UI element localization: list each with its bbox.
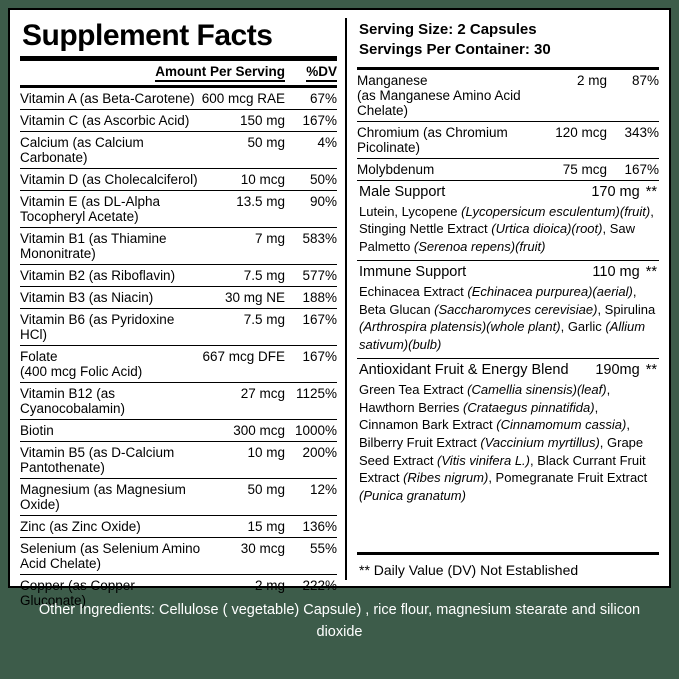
nutrient-name: Vitamin C (as Ascorbic Acid) <box>20 109 202 131</box>
nutrient-name: Vitamin B12 (as Cyanocobalamin) <box>20 382 202 419</box>
blend-block <box>357 359 659 509</box>
nutrient-name: Chromium (as Chromium Picolinate) <box>357 121 555 158</box>
table-row <box>20 515 337 537</box>
nutrient-name: Magnesium (as Magnesium Oxide) <box>20 478 202 515</box>
right-rows-table <box>357 70 659 180</box>
header-amount-per-serving: Amount Per Serving <box>20 61 285 85</box>
nutrient-amount: 30 mg NE <box>202 286 285 308</box>
nutrient-amount: 7.5 mg <box>202 264 285 286</box>
nutrient-dv: 167% <box>285 345 337 382</box>
nutrient-name: Copper (as Copper Gluconate) <box>20 577 135 608</box>
table-row <box>20 131 337 168</box>
nutrient-amount: 120 mcg <box>555 121 607 158</box>
table-row <box>357 121 659 158</box>
nutrient-name: Selenium (as Selenium Amino Acid Chelate) <box>20 537 202 574</box>
nutrient-amount: 600 mcg RAE <box>202 88 285 110</box>
nutrient-name: Vitamin E (as DL-Alpha Tocopheryl Acetate) <box>20 190 202 227</box>
nutrient-amount: 50 mg <box>202 131 285 168</box>
table-row <box>20 88 337 110</box>
blend-header <box>357 359 659 380</box>
blend-name: Immune Support <box>359 264 467 281</box>
nutrient-dv: 167% <box>285 109 337 131</box>
nutrient-amount: 2 mg <box>555 70 607 122</box>
nutrient-name: Vitamin A (as Beta-Carotene) <box>20 88 202 110</box>
nutrient-subline: (400 mcg Folic Acid) <box>20 363 143 379</box>
right-column-spacer <box>357 509 659 552</box>
supplement-facts-panel <box>8 8 671 608</box>
blend-name: Male Support <box>359 183 446 200</box>
table-row <box>20 264 337 286</box>
blend-amount: 190mg <box>595 362 640 379</box>
blend-ingredients: Echinacea Extract (Echinacea purpurea)(aerial), Beta Glucan (Saccharomyces cerevisiae), Spirulina (Arthrospira platensis)(whole plant), Garlic (Allium sativum)(bulb) <box>359 284 656 352</box>
left-nutrient-table <box>20 61 337 85</box>
nutrient-dv: 583% <box>285 227 337 264</box>
nutrient-dv: 136% <box>285 515 337 537</box>
nutrient-dv: 90% <box>285 190 337 227</box>
nutrient-name: Vitamin B2 (as Riboflavin) <box>20 264 202 286</box>
nutrient-dv: 188% <box>285 286 337 308</box>
nutrient-amount: 10 mcg <box>202 168 285 190</box>
nutrient-amount: 75 mcg <box>562 161 607 177</box>
nutrient-name: Manganese (as Manganese Amino Acid Chelate) <box>357 70 555 122</box>
table-row <box>20 382 337 419</box>
right-column <box>347 18 659 580</box>
nutrient-dv: 50% <box>285 168 337 190</box>
proprietary-blends <box>357 181 659 510</box>
blend-dv: ** <box>645 264 657 281</box>
nutrient-dv: 87% <box>607 70 659 122</box>
nutrient-dv: 343% <box>607 121 659 158</box>
table-row <box>20 419 337 441</box>
nutrient-amount: 150 mg <box>202 109 285 131</box>
serving-info <box>359 20 659 61</box>
panel-columns <box>20 18 659 608</box>
table-row <box>20 168 337 190</box>
nutrient-dv: 167% <box>624 161 659 177</box>
blend-header <box>357 181 659 202</box>
servings-per-container: Servings Per Container: 30 <box>359 41 551 59</box>
nutrient-name: Molybdenum <box>357 161 435 177</box>
nutrient-dv: 1000% <box>285 419 337 441</box>
blend-amount: 170 mg <box>591 183 640 200</box>
table-header-row <box>20 61 337 85</box>
nutrient-name: Vitamin D (as Cholecalciferol) <box>20 168 202 190</box>
left-rows-table <box>20 88 337 611</box>
nutrient-dv: 4% <box>285 131 337 168</box>
blend-amount: 110 mg <box>592 264 640 281</box>
table-row <box>20 109 337 131</box>
blend-values <box>592 264 657 280</box>
nutrient-name: Biotin <box>20 419 202 441</box>
nutrient-subline: (as Manganese Amino Acid Chelate) <box>357 87 521 118</box>
table-row <box>20 227 337 264</box>
other-ingredients: Other Ingredients: Cellulose ( vegetable) Capsule) , rice flour, magnesium stearate and silicon dioxide <box>38 602 641 640</box>
nutrient-name: Vitamin B1 (as Thiamine Mononitrate) <box>20 227 202 264</box>
nutrient-dv: 12% <box>285 478 337 515</box>
blend-ingredients: Green Tea Extract (Camellia sinensis)(leaf), Hawthorn Berries (Crataegus pinnatifida), Cinnamon Bark Extract (Cinnamomum cassia), Bilberry Fruit Extract (Vaccinium myrtillus), Grape Seed Extract (Vitis vinifera L.), Black Currant Fruit Extract (Ribes nigrum), Pomegranate Fruit Extract (Punica granatum) <box>359 382 648 503</box>
nutrient-name: Vitamin B3 (as Niacin) <box>20 286 202 308</box>
nutrient-amount: 15 mg <box>202 515 285 537</box>
blend-block <box>357 261 659 358</box>
nutrient-name: Folate (400 mcg Folic Acid) <box>20 345 202 382</box>
nutrient-dv: 167% <box>285 308 337 345</box>
nutrient-amount: 50 mg <box>202 478 285 515</box>
nutrient-amount: 30 mcg <box>202 537 285 574</box>
nutrient-name: Calcium (as Calcium Carbonate) <box>20 131 202 168</box>
nutrient-amount: 13.5 mg <box>202 190 285 227</box>
nutrient-amount: 7.5 mg <box>202 308 285 345</box>
table-row <box>20 308 337 345</box>
table-row <box>20 345 337 382</box>
nutrient-amount: 27 mcg <box>202 382 285 419</box>
nutrient-name: Vitamin B6 (as Pyridoxine HCl) <box>20 308 202 345</box>
header-dv: %DV <box>285 61 337 85</box>
blend-dv: ** <box>645 183 657 200</box>
nutrient-amount: 667 mcg DFE <box>202 345 285 382</box>
blend-name: Antioxidant Fruit & Energy Blend <box>359 362 569 379</box>
table-row <box>20 286 337 308</box>
table-row <box>20 190 337 227</box>
nutrient-dv: 1125% <box>285 382 337 419</box>
nutrient-dv: 222% <box>302 577 337 593</box>
table-row <box>20 441 337 478</box>
table-row <box>357 70 659 122</box>
table-row <box>20 537 337 574</box>
blend-block <box>357 181 659 261</box>
left-column <box>20 18 345 608</box>
nutrient-amount: 2 mg <box>254 577 285 593</box>
table-row <box>20 478 337 515</box>
nutrient-dv: 200% <box>285 441 337 478</box>
nutrient-name: Zinc (as Zinc Oxide) <box>20 515 202 537</box>
nutrient-amount: 10 mg <box>202 441 285 478</box>
serving-size: Serving Size: 2 Capsules <box>359 21 537 38</box>
nutrient-amount: 300 mcg <box>202 419 285 441</box>
nutrient-dv: 67% <box>285 88 337 110</box>
blend-ingredients: Lutein, Lycopene (Lycopersicum esculentum)(fruit), Stinging Nettle Extract (Urtica dioica)(root), Saw Palmetto (Serenoa repens)(fruit) <box>359 203 654 254</box>
blend-dv: ** <box>645 362 657 379</box>
table-row <box>357 158 659 180</box>
nutrient-amount: 7 mg <box>202 227 285 264</box>
daily-value-footnote: ** Daily Value (DV) Not Established <box>359 562 579 578</box>
nutrient-name: Vitamin B5 (as D-Calcium Pantothenate) <box>20 441 202 478</box>
blend-values <box>591 184 657 200</box>
nutrient-dv: 577% <box>285 264 337 286</box>
blend-header <box>357 261 659 282</box>
nutrient-dv: 55% <box>285 537 337 574</box>
page-title: Supplement Facts <box>22 19 273 52</box>
blend-values <box>595 362 657 378</box>
